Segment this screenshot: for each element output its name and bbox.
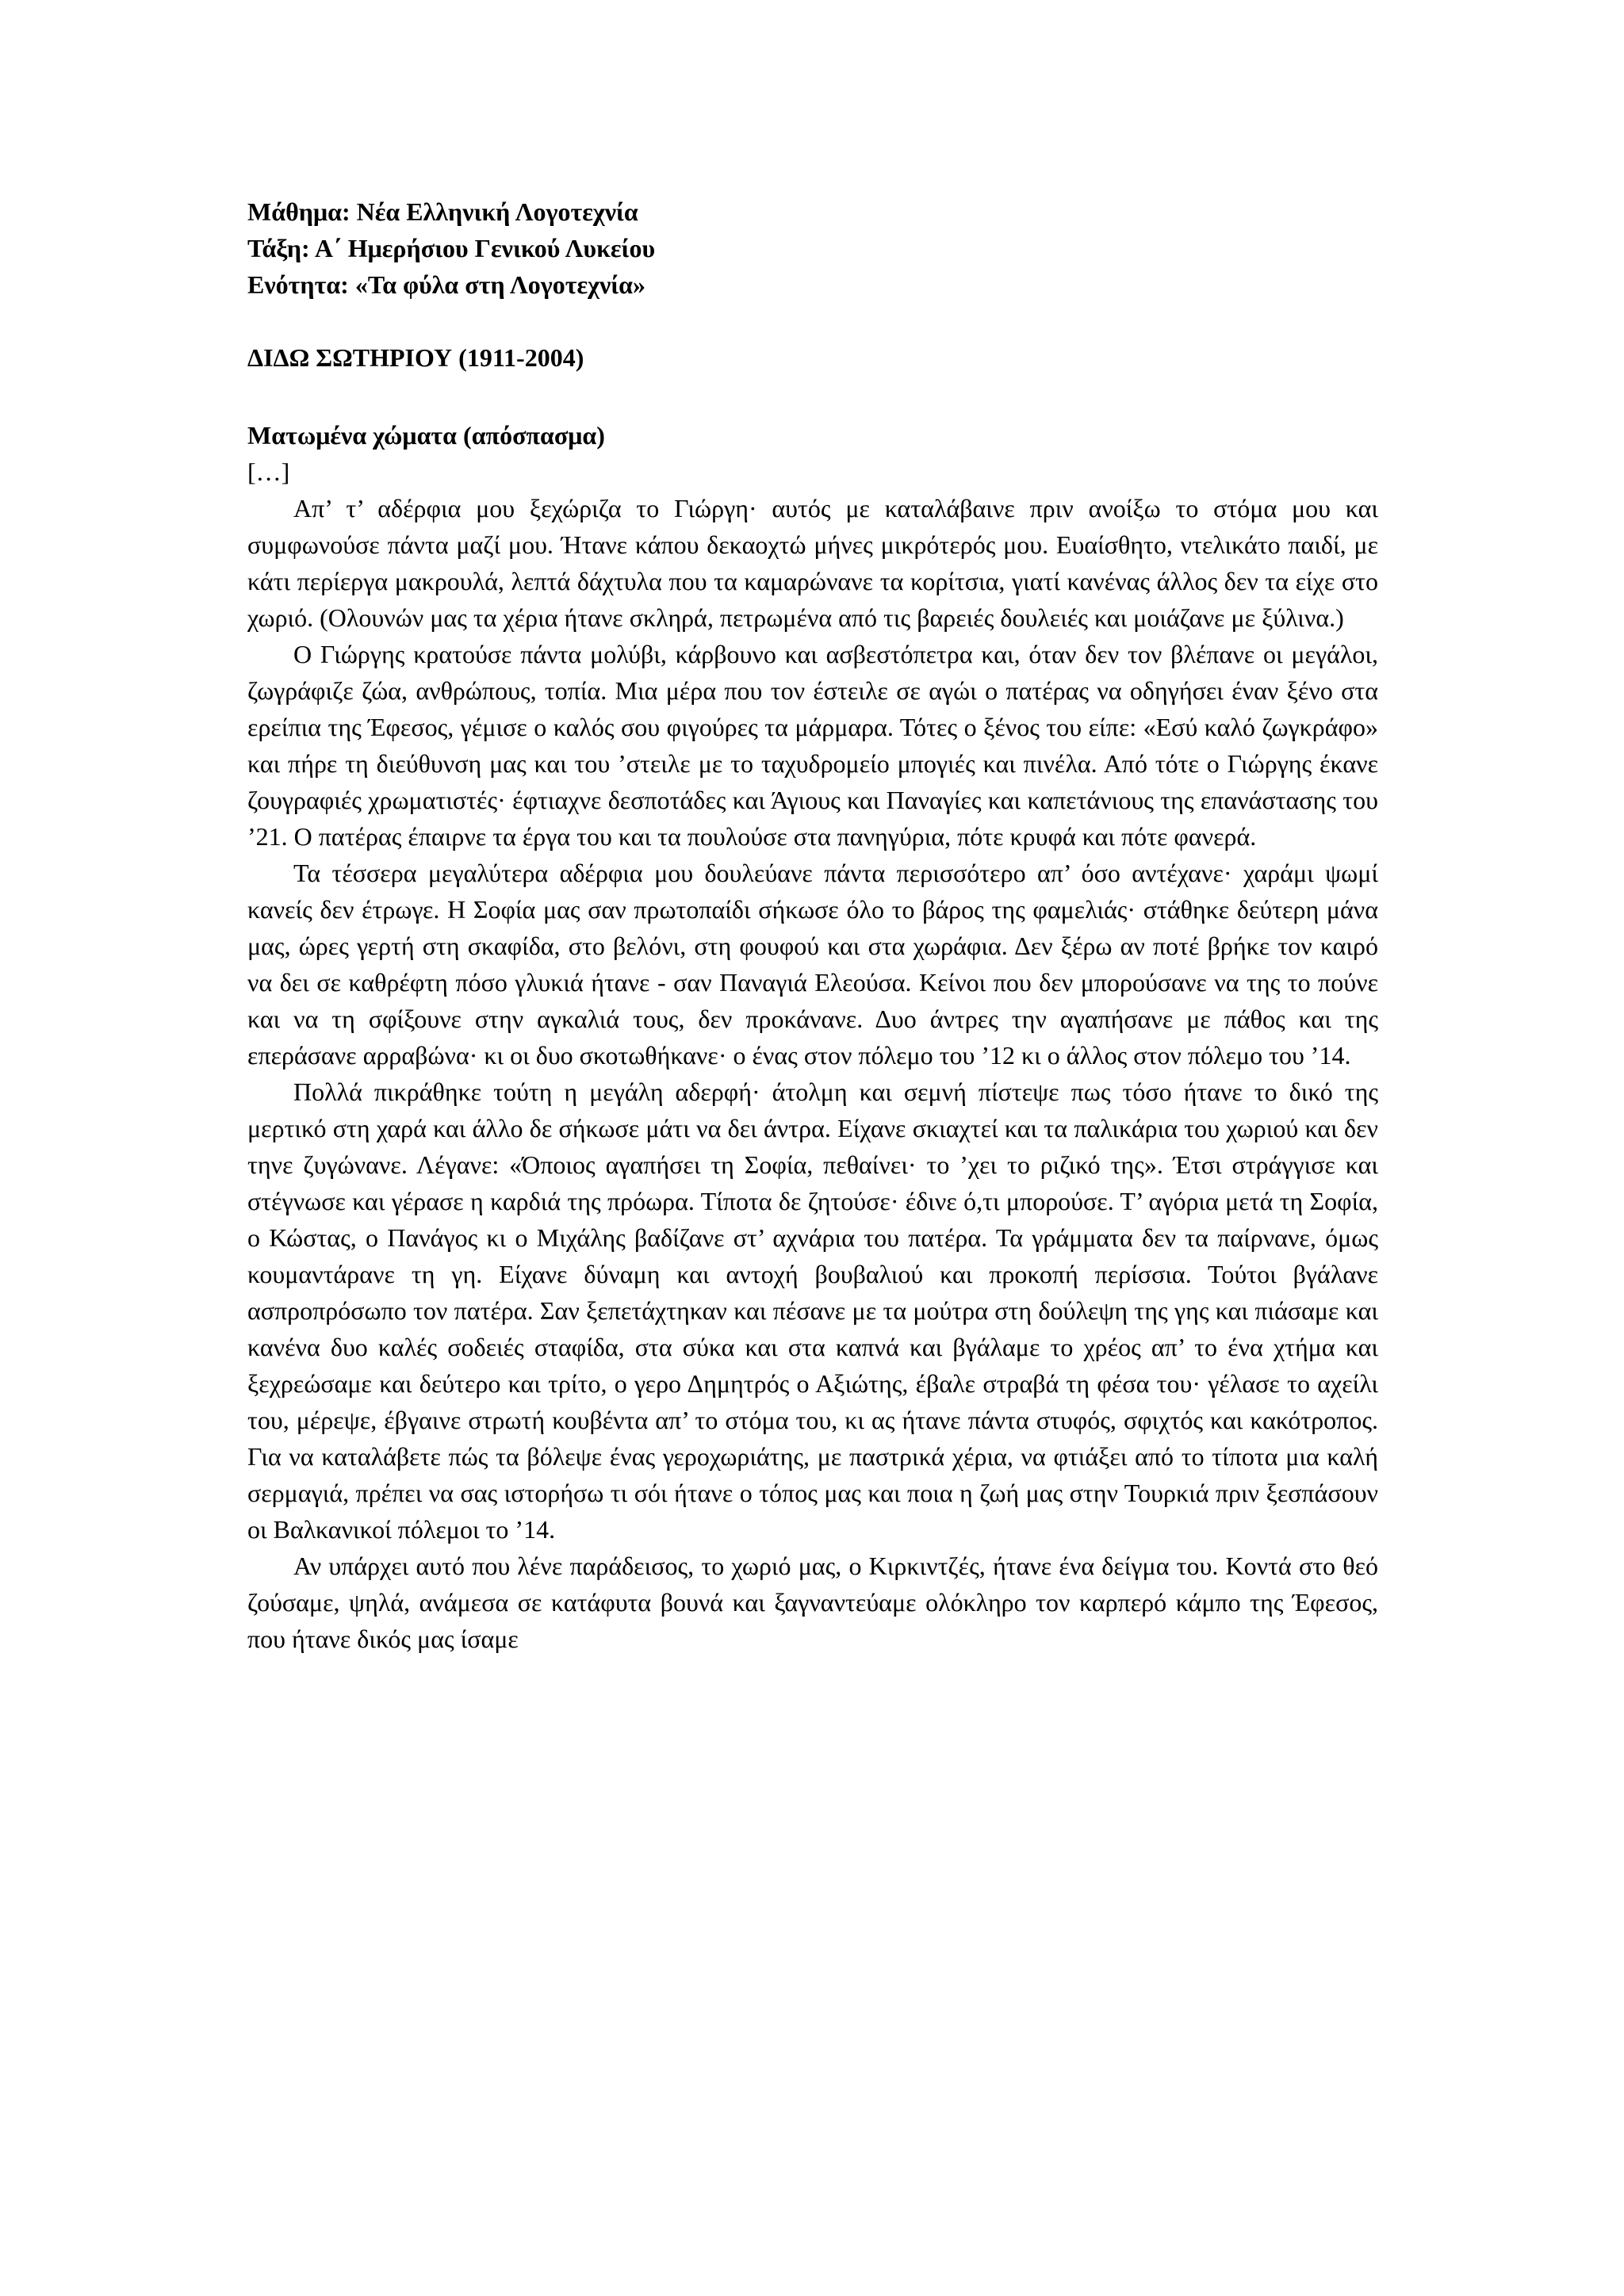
paragraph: Αν υπάρχει αυτό που λένε παράδεισος, το χωριό μας, ο Κιρκιντζές, ήτανε ένα δείγμα του. Κοντά στο θεό ζούσαμε, ψηλά, ανάμεσα σε κατάφυτα βουνά και ξαγναντεύαμε ολόκληρο τον καρπερό κάμπο της Έφεσος, που ήτανε δικός μας ίσαμε: [247, 1552, 1378, 1653]
course-line: Μάθημα: Νέα Ελληνική Λογοτεχνία: [247, 197, 638, 226]
document-header: [247, 193, 1378, 303]
unit-line: Ενότητα: «Τα φύλα στη Λογοτεχνία»: [247, 270, 646, 299]
class-line: Τάξη: Α΄ Ημερήσιου Γενικού Λυκείου: [247, 234, 656, 262]
omission-marker: […]: [247, 457, 290, 486]
work-title: Ματωμένα χώματα (απόσπασμα): [247, 421, 605, 450]
paragraph: Απ’ τ’ αδέρφια μου ξεχώριζα το Γιώργη· αυτός με καταλάβαινε πριν ανοίξω το στόμα μου και συμφωνούσε πάντα μαζί μου. Ήτανε κάπου δεκαοχτώ μήνες μικρότερός μου. Ευαίσθητο, ντελικάτο παιδί, με κάτι περίεργα μακρουλά, λεπτά δάχτυλα που τα καμαρώνανε τα κορίτσια, γιατί κανένας άλλος δεν τα είχε στο χωριό. (Ολουνών μας τα χέρια ήτανε σκληρά, πετρωμένα από τις βαρειές δουλειές και μοιάζανε με ξύλινα.): [247, 494, 1378, 632]
paragraph: Πολλά πικράθηκε τούτη η μεγάλη αδερφή· άτολμη και σεμνή πίστεψε πως τόσο ήτανε το δικό της μερτικό στη χαρά και άλλο δε σήκωσε μάτι να δει άντρα. Είχανε σκιαχτεί και τα παλικάρια του χωριού και δεν τηνε ζυγώνανε. Λέγανε: «Όποιος αγαπήσει τη Σοφία, πεθαίνει· το ’χει το ριζικό της». Έτσι στράγγισε και στέγνωσε και γέρασε η καρδιά της πρόωρα. Τίποτα δε ζητούσε· έδινε ό,τι μπορούσε. Τ’ αγόρια μετά τη Σοφία, ο Κώστας, ο Πανάγος κι ο Μιχάλης βαδίζανε στ’ αχνάρια του πατέρα. Τα γράμματα δεν τα παίρνανε, όμως κουμαντάρανε τη γη. Είχανε δύναμη και αντοχή βουβαλιού και προκοπή περίσσια. Τούτοι βγάλανε ασπροπρόσωπο τον πατέρα. Σαν ξεπετάχτηκαν και πέσανε με τα μούτρα στη δούλεψη της γης και πιάσαμε και κανένα δυο καλές σοδειές σταφίδα, στα σύκα και στα καπνά και βγάλαμε το χρέος απ’ το ένα χτήμα και ξεχρεώσαμε και δεύτερο και τρίτο, ο γερο Δημητρός ο Αξιώτης, έβαλε στραβά τη φέσα του· γέλασε το αχείλι του, μέρεψε, έβγαινε στρωτή κουβέντα απ’ το στόμα του, κι ας ήτανε πάντα στυφός, σφιχτός και κακότροπος. Για να καταλάβετε πώς τα βόλεψε ένας γεροχωριάτης, με παστρικά χέρια, να φτιάξει από το τίποτα μια καλή σερμαγιά, πρέπει να σας ιστορήσω τι σόι ήτανε ο τόπος μας και ποια η ζωή μας στην Τουρκιά πριν ξεσπάσουν οι Βαλκανικοί πόλεμοι το ’14.: [247, 1077, 1378, 1544]
paragraph: Ο Γιώργης κρατούσε πάντα μολύβι, κάρβουνο και ασβεστόπετρα και, όταν δεν τον βλέπανε οι μεγάλοι, ζωγράφιζε ζώα, ανθρώπους, τοπία. Μια μέρα που τον έστειλε σε αγώι ο πατέρας να οδηγήσει έναν ξένο στα ερείπια της Έφεσος, γέμισε ο καλός σου φιγούρες τα μάρμαρα. Τότες ο ξένος του είπε: «Εσύ καλό ζωγκράφο» και πήρε τη διεύθυνση μας και του ’στειλε με το ταχυδρομείο μπογιές και πινέλα. Από τότε ο Γιώργης έκανε ζουγραφιές χρωματιστές· έφτιαχνε δεσποτάδες και Άγιους και Παναγίες και καπετάνιους της επανάστασης του ’21. Ο πατέρας έπαιρνε τα έργα του και τα πουλούσε στα πανηγύρια, πότε κρυφά και πότε φανερά.: [247, 640, 1378, 851]
paragraph: Τα τέσσερα μεγαλύτερα αδέρφια μου δουλεύανε πάντα περισσότερο απ’ όσο αντέχανε· χαράμι ψωμί κανείς δεν έτρωγε. Η Σοφία μας σαν πρωτοπαίδι σήκωσε όλο το βάρος της φαμελιάς· στάθηκε δεύτερη μάνα μας, ώρες γερτή στη σκαφίδα, στο βελόνι, στη φουφού και στα χωράφια. Δεν ξέρω αν ποτέ βρήκε τον καιρό να δει σε καθρέφτη πόσο γλυκιά ήτανε - σαν Παναγιά Ελεούσα. Κείνοι που δεν μπορούσανε να της το πούνε και να τη σφίξουνε στην αγκαλιά τους, δεν προκάνανε. Δυο άντρες την αγαπήσανε με πάθος και της επεράσανε αρραβώνα· κι οι δυο σκοτωθήκανε· ο ένας στον πόλεμο του ’12 κι ο άλλος στον πόλεμο του ’14.: [247, 859, 1378, 1070]
author-heading: ΔΙΔΩ ΣΩΤΗΡΙΟΥ (1911-2004): [247, 343, 584, 372]
